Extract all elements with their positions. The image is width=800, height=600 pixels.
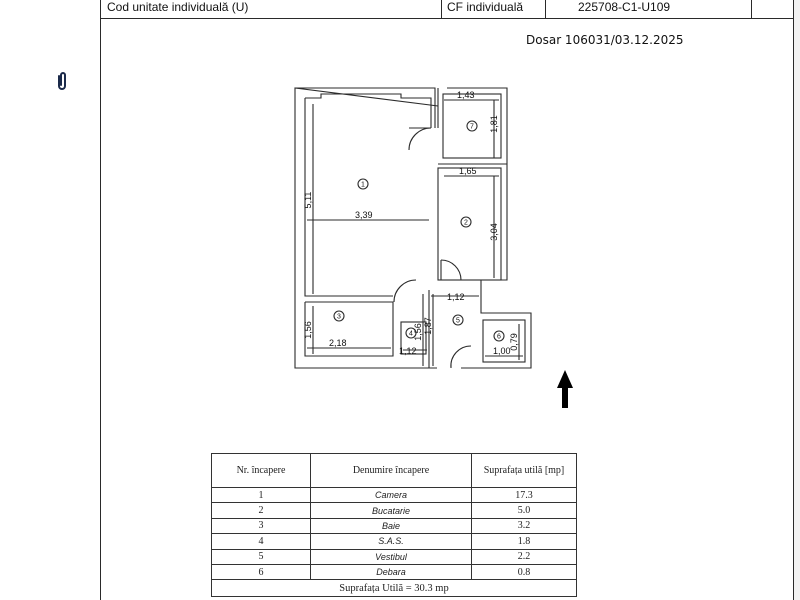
room-label: 3 [337, 313, 341, 321]
room-name: Camera [311, 488, 472, 503]
floor-plan-drawing [281, 80, 651, 410]
room-label: 1 [361, 181, 365, 189]
table-row [212, 564, 577, 579]
total-area: Suprafața Utilă = 30.3 mp [212, 580, 577, 597]
dimension-label: 1,43 [457, 90, 475, 100]
room-label: 6 [497, 333, 501, 341]
dimension-label: 1,65 [459, 166, 477, 176]
room-area: 2.2 [472, 549, 577, 564]
table-row [212, 503, 577, 518]
room-label: 2 [464, 219, 468, 227]
room-number: 1 [212, 488, 311, 503]
room-area: 0.8 [472, 564, 577, 579]
viewer-left-margin [0, 0, 100, 600]
room-area: 1.8 [472, 534, 577, 549]
viewer-scrollbar[interactable] [793, 0, 800, 600]
table-header-row [212, 454, 577, 488]
rooms-table [211, 453, 577, 597]
room-label: 5 [456, 317, 460, 325]
cf-label: CF individuală [447, 0, 524, 14]
room-area: 3.2 [472, 518, 577, 533]
table-row [212, 549, 577, 564]
dimension-label: 1,56 [413, 323, 423, 341]
room-area: 5.0 [472, 503, 577, 518]
column-header: Denumire încapere [311, 454, 472, 488]
dimension-label: 2,18 [329, 338, 347, 348]
room-name: S.A.S. [311, 534, 472, 549]
dimension-label: 1,00 [493, 346, 511, 356]
room-number: 6 [212, 564, 311, 579]
room-name: Bucatarie [311, 503, 472, 518]
dimension-label: 1,87 [423, 317, 433, 335]
room-name: Debara [311, 564, 472, 579]
room-label: 7 [470, 123, 474, 131]
dimension-label: 1,81 [489, 115, 499, 133]
room-name: Vestibul [311, 549, 472, 564]
header-divider [441, 0, 442, 18]
cf-value: 225708-C1-U109 [578, 0, 671, 14]
dimension-label: 1,12 [399, 346, 417, 356]
table-row [212, 488, 577, 503]
unit-code-label: Cod unitate individuală (U) [107, 0, 249, 14]
header-divider [751, 0, 752, 18]
paperclip-icon[interactable] [55, 70, 69, 92]
dimension-label: 5,11 [303, 191, 313, 209]
header-row [101, 0, 793, 19]
room-label: 4 [409, 330, 413, 338]
room-area: 17.3 [472, 488, 577, 503]
floor-plan [281, 80, 651, 410]
column-header: Nr. încapere [212, 454, 311, 488]
dosar-reference: Dosar 106031/03.12.2025 [526, 33, 684, 47]
dimension-label: 3,04 [489, 223, 499, 241]
room-name: Baie [311, 518, 472, 533]
column-header: Suprafața utilă [mp] [472, 454, 577, 488]
room-number: 2 [212, 503, 311, 518]
room-number: 3 [212, 518, 311, 533]
room-number: 5 [212, 549, 311, 564]
dimension-label: 0,79 [509, 333, 519, 351]
dimension-label: 1,12 [447, 292, 465, 302]
dimension-label: 3,39 [355, 210, 373, 220]
header-divider [545, 0, 546, 18]
dimension-label: 1,56 [303, 321, 313, 339]
table-total-row [212, 580, 577, 597]
room-number: 4 [212, 534, 311, 549]
arrow-up-icon [557, 370, 573, 408]
document-page [100, 0, 794, 600]
table-row [212, 534, 577, 549]
table-row [212, 518, 577, 533]
